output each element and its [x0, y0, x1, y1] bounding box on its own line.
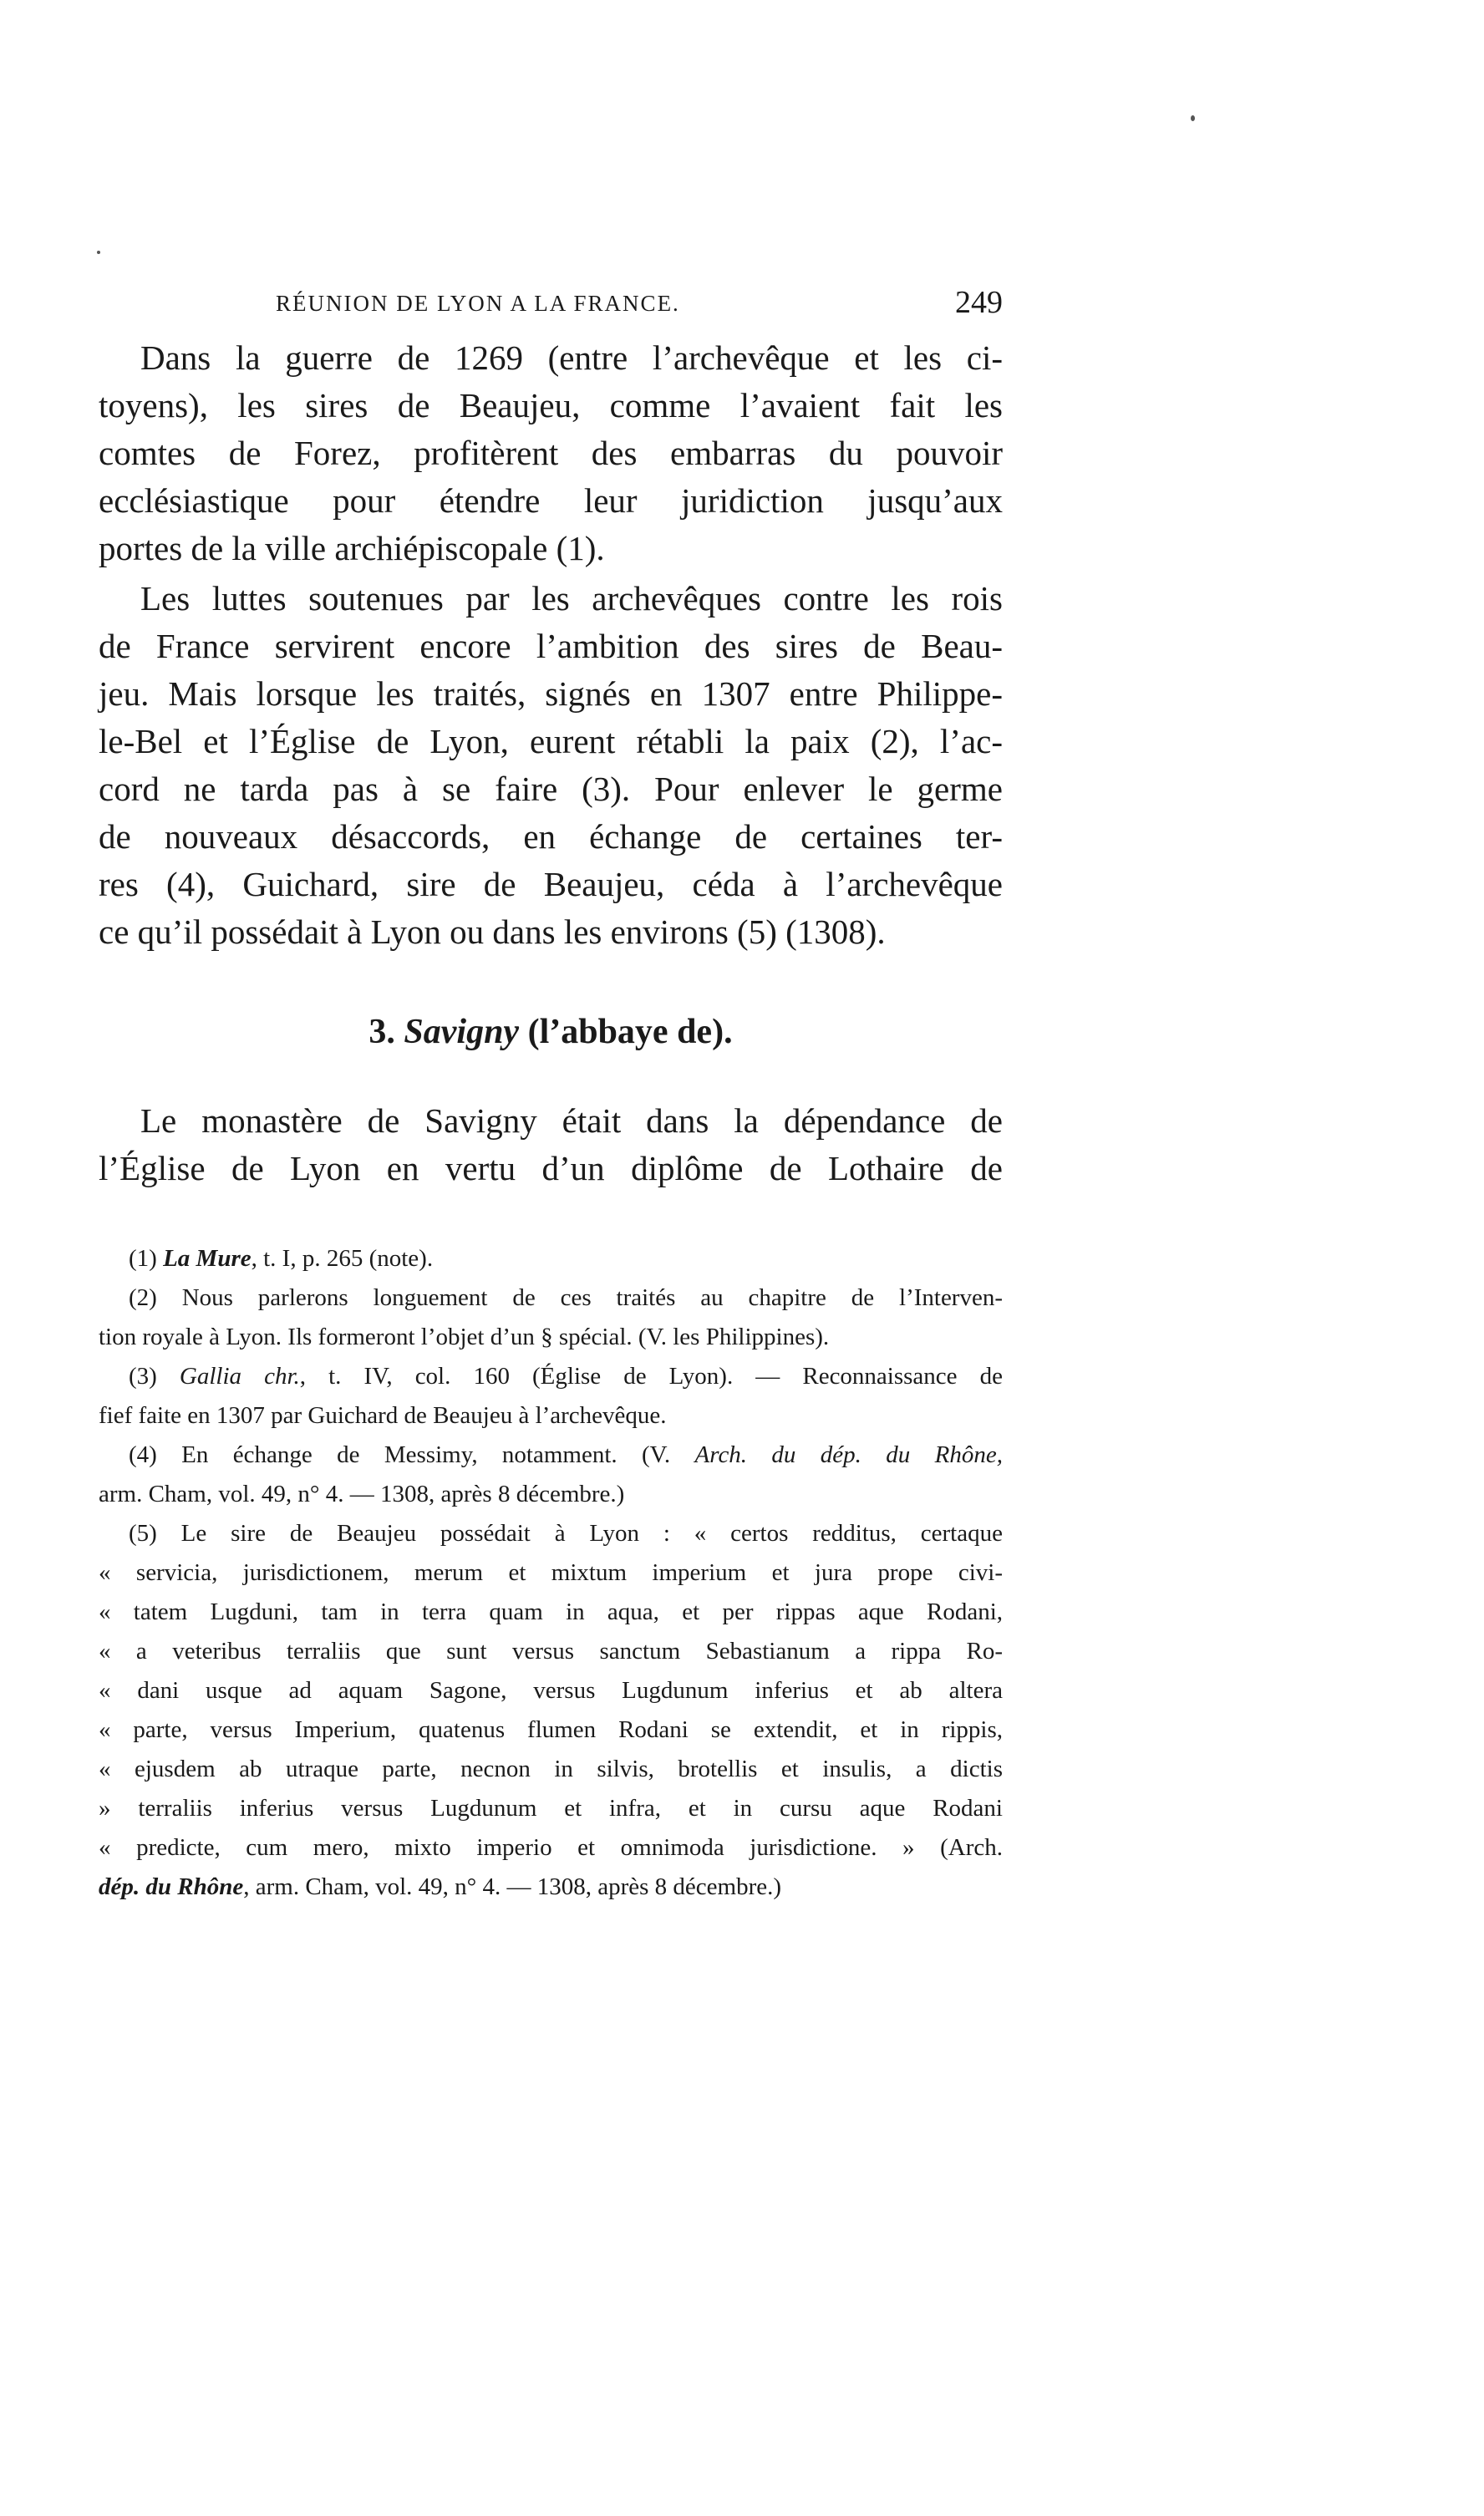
footnote-source: Gallia chr.: [179, 1363, 300, 1390]
footnote-5-line: « predicte, cum mero, mixto imperio et omnimoda jurisdictione. » (Arch.: [99, 1834, 1003, 1861]
paragraph-2: [99, 575, 1003, 956]
text-line: comtes de Forez, profitèrent des embarras du pouvoir: [99, 434, 1003, 472]
section-number: 3.: [368, 1013, 395, 1051]
footnote-5-line: (5) Le sire de Beaujeu possédait à Lyon : « certos redditus, certaque: [129, 1520, 1003, 1547]
footnote-5-line: « a veteribus terraliis que sunt versus sanctum Sebastianum a rippa Ro-: [99, 1638, 1003, 1665]
footnote-5-line: « servicia, jurisdictionem, merum et mixtum imperium et jura prope civi-: [99, 1559, 1003, 1586]
text-line: ce qu’il possédait à Lyon ou dans les environs (5) (1308).: [99, 912, 886, 951]
footnote-5-line: « parte, versus Imperium, quatenus flumen Rodani se extendit, et in rippis,: [99, 1716, 1003, 1743]
text-line: de France servirent encore l’ambition des sires de Beau-: [99, 627, 1003, 665]
text-line: Dans la guerre de 1269 (entre l’archevêque et les ci-: [140, 338, 1003, 377]
text-line: jeu. Mais lorsque les traités, signés en 1307 entre Philippe-: [99, 674, 1003, 713]
footnote-text: , t. IV, col. 160 (Église de Lyon). — Reconnaissance de: [299, 1363, 1003, 1390]
footnote-5-line: « ejusdem ab utraque parte, necnon in silvis, brotellis et insulis, a dictis: [99, 1756, 1003, 1782]
running-title: RÉUNION DE LYON A LA FRANCE.: [276, 291, 680, 316]
text-line: portes de la ville archiépiscopale (1).: [99, 529, 605, 567]
footnote-3-line: fief faite en 1307 par Guichard de Beaujeu à l’archevêque.: [99, 1402, 667, 1429]
footnote-5-line: » terraliis inferius versus Lugdunum et infra, et in cursu aque Rodani: [99, 1795, 1003, 1822]
text-line: toyens), les sires de Beaujeu, comme l’avaient fait les: [99, 386, 1003, 424]
footnote-1: [99, 1239, 1003, 1278]
text-line: de nouveaux désaccords, en échange de certaines ter-: [99, 817, 1003, 856]
footnote-mark: (1): [129, 1245, 157, 1272]
footnote-text: (4) En échange de Messimy, notamment. (V.: [129, 1441, 671, 1468]
text-line: le-Bel et l’Église de Lyon, eurent rétabli la paix (2), l’ac-: [99, 722, 1003, 760]
footnote-2-line: (2) Nous parlerons longuement de ces traités au chapitre de l’Interven-: [129, 1284, 1003, 1311]
section-heading: [99, 1007, 1003, 1057]
footnote-text: , arm. Cham, vol. 49, n° 4. — 1308, après 8 décembre.): [243, 1873, 782, 1900]
section-title-rest: (l’abbaye de).: [527, 1013, 733, 1051]
footnote-source: dép. du Rhône: [99, 1873, 244, 1900]
footnote-5-line: « dani usque ad aquam Sagone, versus Lugdunum inferius et ab altera: [99, 1677, 1003, 1704]
footnote-4-line: arm. Cham, vol. 49, n° 4. — 1308, après 8 décembre.): [99, 1481, 625, 1507]
footnote-3-line: [99, 1357, 1003, 1396]
section-title-italic: Savigny: [404, 1013, 520, 1051]
footnote-source: Arch. du dép. du Rhône,: [694, 1441, 1003, 1468]
running-header: [276, 284, 1003, 326]
text-line: cord ne tarda pas à se faire (3). Pour enlever le germe: [99, 770, 1003, 808]
footnote-2-line: tion royale à Lyon. Ils formeront l’objet d’un § spécial. (V. les Philippines).: [99, 1324, 830, 1350]
footnotes: [99, 1239, 1003, 1907]
footnote-text: , t. I, p. 265 (note).: [251, 1245, 434, 1272]
footnote-4-line: [99, 1436, 1003, 1475]
print-speck: [97, 251, 100, 254]
text-line: Les luttes soutenues par les archevêques contre les rois: [140, 579, 1003, 618]
text-line: res (4), Guichard, sire de Beaujeu, céda à l’archevêque: [99, 865, 1003, 903]
footnote-5-line: [99, 1868, 1003, 1907]
footnote-5-line: « tatem Lugduni, tam in terra quam in aqua, et per rippas aque Rodani,: [99, 1599, 1003, 1625]
text-line: ecclésiastique pour étendre leur juridiction jusqu’aux: [99, 481, 1003, 520]
footnote-source: La Mure: [163, 1245, 252, 1272]
footnote-mark: (3): [129, 1363, 157, 1390]
text-line: Le monastère de Savigny était dans la dépendance de: [140, 1101, 1003, 1140]
paragraph-3: [99, 1097, 1003, 1192]
page-number: 249: [955, 285, 1003, 320]
text-line: l’Église de Lyon en vertu d’un diplôme de Lothaire de: [99, 1149, 1003, 1187]
print-speck: [1191, 115, 1195, 121]
paragraph-1: [99, 334, 1003, 572]
